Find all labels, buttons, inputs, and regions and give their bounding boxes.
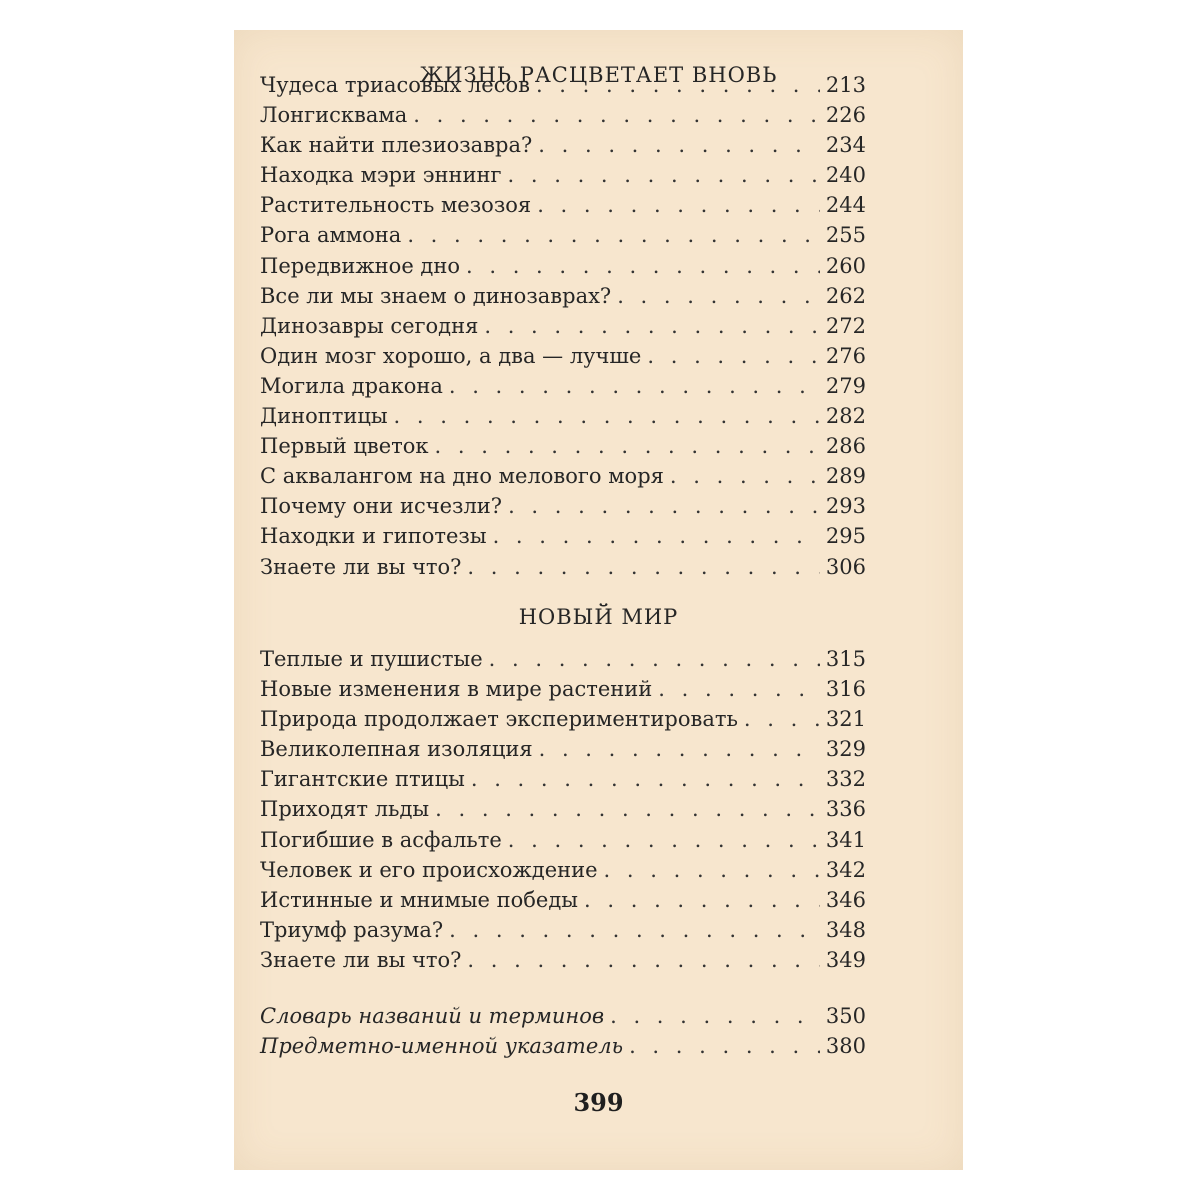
toc-entry xyxy=(260,1031,866,1061)
entry-label: Словарь названий и терминов xyxy=(260,1004,605,1028)
entry-page: 346 xyxy=(825,887,866,912)
toc-entry xyxy=(260,431,866,461)
entry-page: 226 xyxy=(825,103,866,128)
entry-page: 380 xyxy=(825,1034,866,1059)
toc-entry xyxy=(260,190,866,220)
entry-page: 315 xyxy=(825,647,866,671)
entry-label: Рога аммона xyxy=(260,223,402,248)
entry-label: Один мозг хорошо, а два — лучше xyxy=(260,343,642,368)
entry-page: 332 xyxy=(825,767,866,792)
toc-entry xyxy=(260,521,866,551)
dot-leader xyxy=(508,491,820,521)
entry-label: Предметно-именной указатель xyxy=(260,1034,624,1059)
entry-label: Как найти плезиозавра? xyxy=(260,133,533,158)
dot-leader xyxy=(489,644,820,674)
dot-leader xyxy=(449,371,820,401)
entry-label: Знаете ли вы что? xyxy=(260,947,462,972)
entry-label: Могила дракона xyxy=(260,373,443,398)
entry-page: 260 xyxy=(825,253,866,278)
entry-label: Триумф разума? xyxy=(260,917,444,942)
entry-page: 282 xyxy=(825,404,866,429)
entry-label: Передвижное дно xyxy=(260,253,460,278)
entry-label: Погибшие в асфальте xyxy=(260,827,502,852)
dot-leader xyxy=(466,251,820,281)
dot-leader xyxy=(471,764,820,794)
entry-label: Новые изменения в мире растений xyxy=(260,677,653,702)
toc-entry xyxy=(260,70,866,100)
entry-label: Диноптицы xyxy=(260,404,388,429)
entry-page: 306 xyxy=(825,554,866,579)
dot-leader xyxy=(604,855,820,885)
entry-page: 286 xyxy=(825,434,866,459)
toc-list xyxy=(260,70,866,582)
dot-leader xyxy=(449,915,820,945)
dot-leader xyxy=(536,70,820,100)
entry-label: Чудеса триасовых лесов xyxy=(260,73,530,97)
book-page xyxy=(234,30,963,1170)
dot-leader xyxy=(467,552,820,582)
entry-page: 348 xyxy=(825,917,866,942)
toc-entry xyxy=(260,644,866,674)
entry-page: 272 xyxy=(825,313,866,338)
entry-label: Растительность мезозоя xyxy=(260,193,532,218)
toc-entry xyxy=(260,945,866,975)
dot-leader xyxy=(493,521,820,551)
dot-leader xyxy=(539,734,820,764)
toc-entry xyxy=(260,130,866,160)
entry-page: 289 xyxy=(825,464,866,489)
toc-entry xyxy=(260,160,866,190)
toc-entry xyxy=(260,401,866,431)
toc-entry xyxy=(260,704,866,734)
entry-page: 342 xyxy=(825,857,866,882)
entry-label: Первый цветок xyxy=(260,434,429,459)
toc-entry xyxy=(260,100,866,130)
entry-label: Динозавры сегодня xyxy=(260,313,479,338)
dot-leader xyxy=(484,311,820,341)
dot-leader xyxy=(744,704,820,734)
entry-label: Истинные и мнимые победы xyxy=(260,887,579,912)
dot-leader xyxy=(584,885,820,915)
entry-page: 321 xyxy=(825,707,866,732)
toc-entry xyxy=(260,311,866,341)
page-number: 399 xyxy=(573,1088,624,1117)
entry-page: 341 xyxy=(825,827,866,852)
toc-entry xyxy=(260,461,866,491)
entry-label: Приходят льды xyxy=(260,797,430,822)
toc-list xyxy=(260,644,866,975)
toc-entry xyxy=(260,885,866,915)
entry-page: 234 xyxy=(825,133,866,158)
section-title: ЖИЗНЬ РАСЦВЕТАЕТ ВНОВЬ xyxy=(419,63,778,87)
dot-leader xyxy=(537,190,820,220)
toc-entry xyxy=(260,825,866,855)
entry-label: Природа продолжает экспериментировать xyxy=(260,707,738,732)
toc-entry xyxy=(260,251,866,281)
entry-page: 350 xyxy=(825,1004,866,1028)
entry-label: Все ли мы знаем о динозаврах? xyxy=(260,283,612,308)
dot-leader xyxy=(508,160,820,190)
entry-label: Человек и его происхождение xyxy=(260,857,598,882)
entry-page: 244 xyxy=(825,193,866,218)
dot-leader xyxy=(629,1031,820,1061)
entry-label: Находки и гипотезы xyxy=(260,524,487,549)
entry-label: Лонгисквама xyxy=(260,103,408,128)
entry-label: Находка мэри эннинг xyxy=(260,163,502,188)
toc-entry xyxy=(260,734,866,764)
toc-entry xyxy=(260,794,866,824)
toc-entry xyxy=(260,220,866,250)
dot-leader xyxy=(617,281,820,311)
entry-page: 279 xyxy=(825,373,866,398)
toc-entry xyxy=(260,915,866,945)
toc-entry xyxy=(260,674,866,704)
dot-leader xyxy=(435,431,820,461)
entry-label: Теплые и пушистые xyxy=(260,647,483,671)
entry-page: 262 xyxy=(825,283,866,308)
toc-entry xyxy=(260,491,866,521)
dot-leader xyxy=(407,220,820,250)
entry-label: Гигантские птицы xyxy=(260,767,465,792)
toc-entry xyxy=(260,281,866,311)
toc-entry xyxy=(260,552,866,582)
entry-page: 316 xyxy=(825,677,866,702)
dot-leader xyxy=(467,945,820,975)
entry-page: 255 xyxy=(825,223,866,248)
toc-entry xyxy=(260,1001,866,1031)
dot-leader xyxy=(610,1001,820,1031)
section-title: НОВЫЙ МИР xyxy=(518,605,679,629)
entry-page: 349 xyxy=(825,947,866,972)
dot-leader xyxy=(658,674,820,704)
dot-leader xyxy=(394,401,820,431)
dot-leader xyxy=(538,130,820,160)
entry-page: 293 xyxy=(825,494,866,519)
entry-page: 295 xyxy=(825,524,866,549)
dot-leader xyxy=(670,461,820,491)
entry-page: 329 xyxy=(825,737,866,762)
entry-page: 240 xyxy=(825,163,866,188)
toc-entry xyxy=(260,341,866,371)
entry-label: С аквалангом на дно мелового моря xyxy=(260,464,664,489)
entry-label: Великолепная изоляция xyxy=(260,737,533,762)
dot-leader xyxy=(647,341,820,371)
entry-page: 213 xyxy=(825,73,866,97)
toc-entry xyxy=(260,371,866,401)
entry-label: Знаете ли вы что? xyxy=(260,554,462,579)
dot-leader xyxy=(508,825,820,855)
entry-label: Почему они исчезли? xyxy=(260,494,503,519)
appendix-list xyxy=(260,1001,866,1061)
entry-page: 276 xyxy=(825,343,866,368)
toc-entry xyxy=(260,855,866,885)
dot-leader xyxy=(413,100,820,130)
toc-entry xyxy=(260,764,866,794)
dot-leader xyxy=(435,794,820,824)
entry-page: 336 xyxy=(825,797,866,822)
